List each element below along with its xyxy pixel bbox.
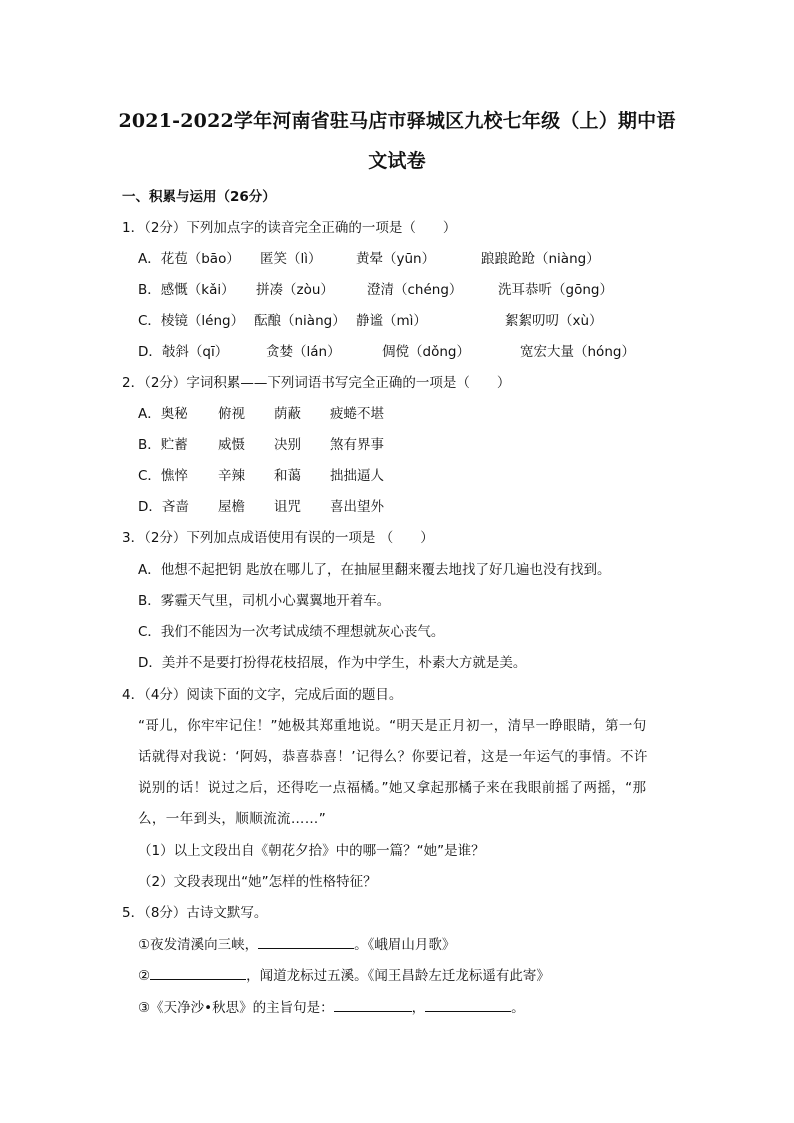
item-text: ，闻道龙标过五溪。《闻王昌龄左迁龙标遥有此寄》 (246, 968, 550, 984)
question-5-item-3 (138, 997, 525, 1018)
passage-line: 话就得对我说：‘阿妈，恭喜恭喜！’记得么？你要记着，这是一年运气的事情。不许 (138, 749, 648, 765)
option-word: 拼凑（zòu） (256, 282, 334, 298)
option-word: A．奥秘 (138, 406, 188, 422)
option-word: D．吝啬 (138, 499, 189, 515)
option-word: 和蔼 (274, 468, 301, 484)
option-word: 黄晕（yūn） (356, 251, 436, 267)
option-word: 煞有界事 (330, 437, 384, 453)
option-word: B．贮蓄 (138, 437, 188, 453)
item-text: 。《峨眉山月歌》 (354, 937, 456, 953)
passage-line: 么，一年到头，顺顺流流……” (138, 811, 327, 827)
option-word: C．憔悴 (138, 468, 188, 484)
option-word: 静谧（mì） (356, 313, 427, 329)
option-word: 威慑 (218, 437, 245, 453)
option-word: 决别 (274, 437, 301, 453)
question-3-option-d: D．美并不是要打扮得花枝招展，作为中学生，朴素大方就是美。 (138, 655, 527, 671)
question-4-subquestion-1: （1）以上文段出自《朝花夕拾》中的哪一篇？“她”是谁？ (138, 843, 485, 859)
item-text: ② (138, 968, 151, 984)
section-heading: 一、积累与运用（26分） (122, 189, 276, 205)
option-word: B．感慨（kǎi） (138, 282, 235, 298)
option-word: 荫蔽 (274, 406, 301, 422)
question-3-option-b: B．雾霾天气里，司机小心翼翼地开着车。 (138, 593, 391, 609)
option-word: 澄清（chéng） (367, 282, 463, 298)
question-4-stem: 4．（4分）阅读下面的文字，完成后面的题目。 (122, 687, 403, 703)
option-word: 诅咒 (274, 499, 301, 515)
option-word: 宽宏大量（hóng） (520, 344, 635, 360)
question-5-item-1 (138, 934, 455, 955)
question-3-option-a: A．他想不起把钥 匙放在哪儿了，在抽屉里翻来覆去地找了好几遍也没有找到。 (138, 562, 611, 578)
option-word: 匿笑（lì） (260, 251, 322, 267)
answer-blank[interactable] (150, 965, 246, 980)
question-5-item-2 (138, 965, 550, 986)
answer-blank[interactable] (334, 997, 412, 1012)
option-word: 踉踉跄跄（niàng） (481, 251, 600, 267)
option-word: 洗耳恭听（gōng） (498, 282, 613, 298)
answer-blank[interactable] (425, 997, 511, 1012)
option-word: A．花苞（bāo） (138, 251, 240, 267)
option-word: 酝酿（niàng） (254, 313, 346, 329)
exam-title-line-2: 文试卷 (368, 150, 426, 172)
question-5-stem: 5．（8分）古诗文默写。 (122, 905, 268, 921)
item-text: ， (411, 1000, 426, 1016)
option-word: 倜傥（dǒng） (382, 344, 470, 360)
option-word: 俯视 (218, 406, 245, 422)
passage-line: 说别的话！说过之后，还得吃一点福橘。”她又拿起那橘子来在我眼前摇了两摇，“那 (138, 780, 647, 796)
option-word: 贪婪（lán） (266, 344, 341, 360)
option-word: 疲蜷不堪 (330, 406, 384, 422)
option-word: D．攲斜（qī） (138, 344, 229, 360)
option-word: 屋檐 (218, 499, 245, 515)
exam-title-line-1: 2021-2022学年河南省驻马店市驿城区九校七年级（上）期中语 (118, 110, 676, 132)
question-1-stem: 1．（2分）下列加点字的读音完全正确的一项是（ ） (122, 220, 457, 236)
answer-blank[interactable] (258, 934, 354, 949)
option-word: 絮絮叨叨（xù） (505, 313, 603, 329)
item-text: ①夜发清溪向三峡， (138, 937, 259, 953)
question-4-subquestion-2: （2）文段表现出“她”怎样的性格特征？ (138, 874, 377, 890)
item-text: 。 (511, 1000, 525, 1016)
passage-line: “哥儿，你牢牢记住！”她极其郑重地说。“明天是正月初一，清早一睁眼睛，第一句 (138, 718, 647, 734)
question-3-stem: 3．（2分）下列加点成语使用有误的一项是 （ ） (122, 530, 434, 546)
option-word: C．棱镜（léng） (138, 313, 245, 329)
option-word: 拙拙逼人 (330, 468, 384, 484)
question-2-stem: 2．（2分）字词积累——下列词语书写完全正确的一项是（ ） (122, 375, 511, 391)
question-3-option-c: C．我们不能因为一次考试成绩不理想就灰心丧气。 (138, 624, 445, 640)
option-word: 辛辣 (218, 468, 245, 484)
item-text: ③《天净沙•秋思》的主旨句是： (138, 1000, 334, 1016)
option-word: 喜出望外 (330, 499, 384, 515)
